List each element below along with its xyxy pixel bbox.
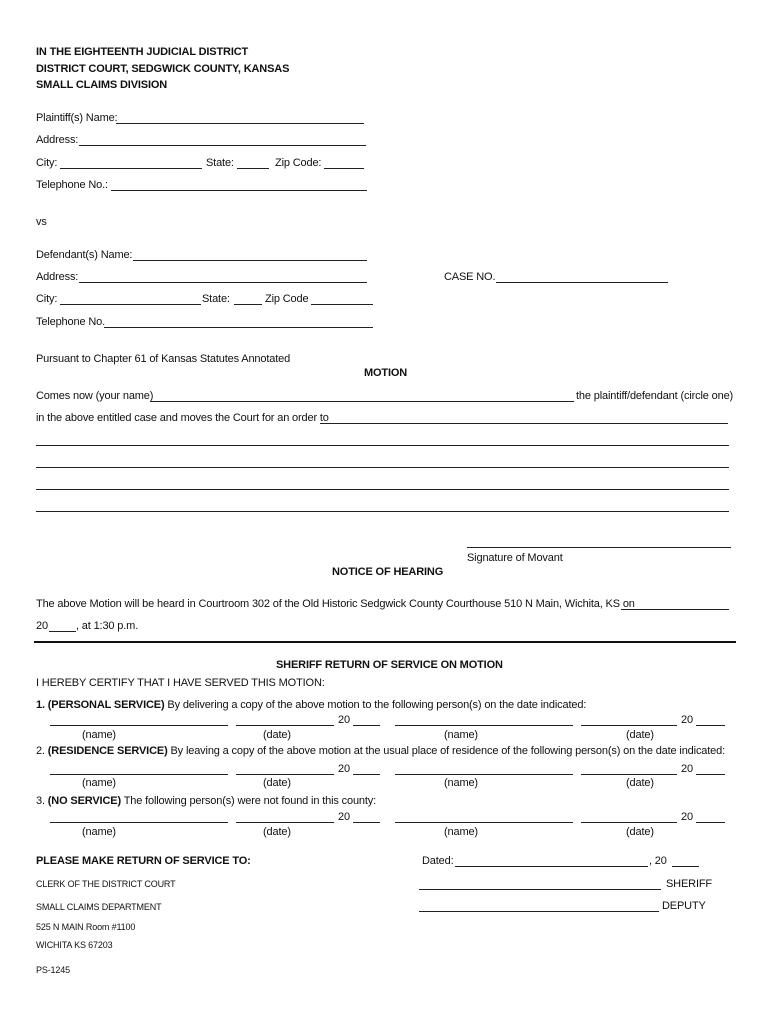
hearing-text: The above Motion will be heard in Courtroom 302 of the Old Historic Sedgwick County Courthouse 510 N Main, Wichita, KS on [36,598,635,610]
name-caption: (name) [444,729,478,741]
plaintiff-name-field[interactable] [116,123,364,124]
dated-label: Dated: [422,855,454,867]
versus-label: vs [36,216,47,228]
name-caption: (name) [444,826,478,838]
signature-field[interactable] [467,547,731,548]
plaintiff-city-label: City: [36,157,58,169]
dated-year-field[interactable] [672,866,699,867]
plaintiff-name-label: Plaintiff(s) Name: [36,112,118,124]
residence-year-label-1: 20 [338,763,350,775]
name-caption: (name) [82,729,116,741]
date-caption: (date) [263,777,291,789]
sheriff-label: SHERIFF [666,878,713,890]
no-service-year-label-1: 20 [338,811,350,823]
dated-field[interactable] [455,866,648,867]
order-request-field[interactable] [320,423,728,424]
deputy-label: DEPUTY [662,900,706,912]
residence-name-field-1[interactable] [50,774,228,775]
name-caption: (name) [82,826,116,838]
personal-name-field-2[interactable] [395,725,573,726]
personal-year-field-1[interactable] [353,725,380,726]
movant-name-field[interactable] [150,401,574,402]
no-service-year-field-1[interactable] [353,822,380,823]
defendant-zip-field[interactable] [311,304,373,305]
defendant-phone-field[interactable] [104,327,373,328]
hearing-year-field[interactable] [49,631,76,632]
motion-text-line[interactable] [36,511,729,512]
sheriff-return-title: SHERIFF RETURN OF SERVICE ON MOTION [276,659,503,671]
statute-text: Pursuant to Chapter 61 of Kansas Statutes Annotated [36,353,291,365]
plaintiff-zip-field[interactable] [324,168,364,169]
defendant-city-label: City: [36,293,58,305]
personal-name-field-1[interactable] [50,725,228,726]
defendant-city-field[interactable] [60,304,201,305]
hearing-year-prefix: 20 [36,620,48,632]
case-number-label: CASE NO. [444,271,496,283]
date-caption: (date) [263,729,291,741]
no-service-date-field-1[interactable] [236,822,334,823]
personal-date-field-1[interactable] [236,725,334,726]
date-caption: (date) [626,826,654,838]
signature-label: Signature of Movant [467,552,563,564]
residence-date-field-2[interactable] [581,774,677,775]
certify-text: I HEREBY CERTIFY THAT I HAVE SERVED THIS MOTION: [36,677,325,689]
defendant-name-label: Defendant(s) Name: [36,249,133,261]
defendant-state-field[interactable] [234,304,262,305]
residence-service-number: 2. [36,745,45,757]
residence-year-label-2: 20 [681,763,693,775]
no-service-number: 3. [36,795,45,807]
defendant-name-field[interactable] [133,260,367,261]
return-to-title: PLEASE MAKE RETURN OF SERVICE TO: [36,855,251,867]
party-role-text[interactable]: the plaintiff/defendant (circle one) [576,390,734,402]
department-name: SMALL CLAIMS DEPARTMENT [36,902,162,912]
residence-name-field-2[interactable] [395,774,573,775]
hearing-time-text: , at 1:30 p.m. [76,620,139,632]
case-number-field[interactable] [496,282,668,283]
name-caption: (name) [82,777,116,789]
motion-text-line[interactable] [36,467,729,468]
clerk-name: CLERK OF THE DISTRICT COURT [36,879,176,889]
hearing-date-field[interactable] [621,609,729,610]
plaintiff-city-field[interactable] [60,168,202,169]
personal-date-field-2[interactable] [581,725,677,726]
plaintiff-phone-field[interactable] [111,190,367,191]
court-division: SMALL CLAIMS DIVISION [36,79,168,91]
court-county: DISTRICT COURT, SEDGWICK COUNTY, KANSAS [36,63,290,75]
plaintiff-state-field[interactable] [237,168,269,169]
plaintiff-address-label: Address: [36,134,79,146]
defendant-state-label: State: [202,293,230,305]
defendant-phone-label: Telephone No. [36,316,105,328]
motion-text-line[interactable] [36,445,729,446]
plaintiff-phone-label: Telephone No.: [36,179,108,191]
defendant-address-label: Address: [36,271,79,283]
sheriff-signature-field[interactable] [419,889,661,890]
deputy-signature-field[interactable] [419,911,659,912]
form-code: PS-1245 [36,965,70,975]
no-service-date-field-2[interactable] [581,822,677,823]
clerk-address-line1: 525 N MAIN Room #1100 [36,922,136,932]
no-service-label: (NO SERVICE) [47,795,121,807]
dated-year-label: , 20 [649,855,667,867]
personal-service-number: 1. [36,699,45,711]
personal-service-text: By delivering a copy of the above motion to the following person(s) on the date indicated: [167,699,587,711]
defendant-zip-label: Zip Code [265,293,309,305]
court-name: IN THE EIGHTEENTH JUDICIAL DISTRICT [36,46,249,58]
residence-service-label: (RESIDENCE SERVICE) [47,745,168,757]
hearing-title: NOTICE OF HEARING [332,566,444,578]
personal-year-field-2[interactable] [696,725,725,726]
date-caption: (date) [626,729,654,741]
section-divider [34,641,736,643]
motion-text-line[interactable] [36,489,729,490]
no-service-name-field-2[interactable] [395,822,573,823]
date-caption: (date) [626,777,654,789]
date-caption: (date) [263,826,291,838]
no-service-name-field-1[interactable] [50,822,228,823]
no-service-year-field-2[interactable] [696,822,725,823]
residence-service-text: By leaving a copy of the above motion at the usual place of residence of the following person(s) on the date indicated: [170,745,726,757]
no-service-text: The following person(s) were not found in this county: [123,795,377,807]
clerk-address-line2: WICHITA KS 67203 [36,940,113,950]
plaintiff-zip-label: Zip Code: [275,157,322,169]
plaintiff-address-field[interactable] [79,145,366,146]
entitled-case-text: in the above entitled case and moves the Court for an order to [36,412,329,424]
defendant-address-field[interactable] [79,282,367,283]
personal-year-label-2: 20 [681,714,693,726]
personal-service-label: (PERSONAL SERVICE) [47,699,165,711]
name-caption: (name) [444,777,478,789]
residence-year-field-2[interactable] [696,774,725,775]
residence-year-field-1[interactable] [353,774,380,775]
residence-date-field-1[interactable] [236,774,334,775]
comes-now-label: Comes now (your name) [36,390,154,402]
motion-title: MOTION [364,367,408,379]
no-service-year-label-2: 20 [681,811,693,823]
personal-year-label-1: 20 [338,714,350,726]
plaintiff-state-label: State: [206,157,234,169]
